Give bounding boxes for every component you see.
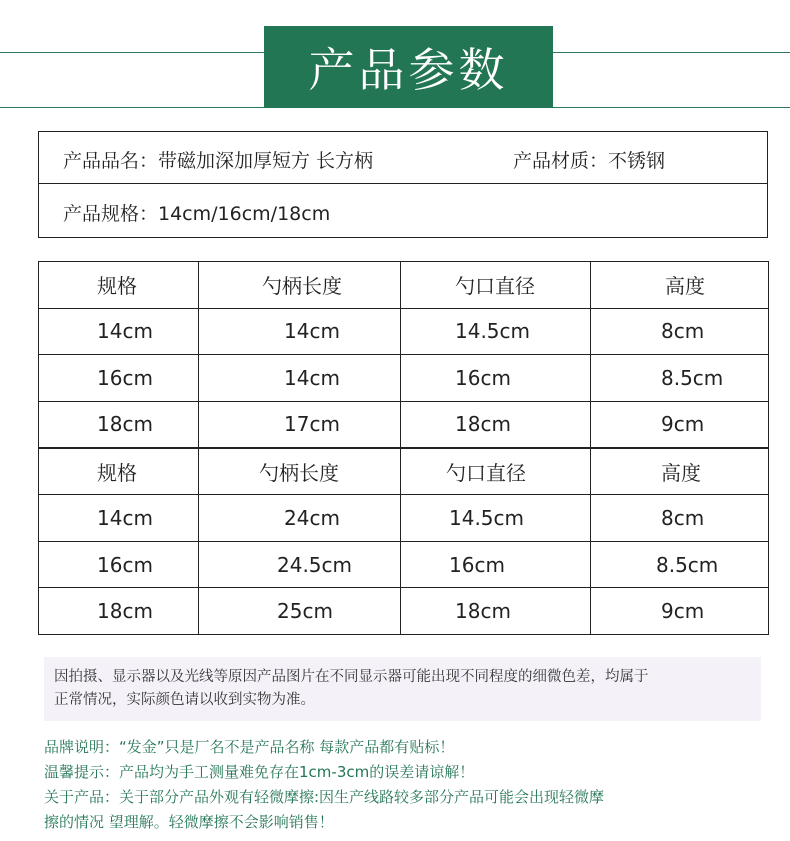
- color-notice: [44, 657, 761, 721]
- table-cell: 14cm: [199, 308, 401, 355]
- product-material: 产品材质：不锈钢: [513, 150, 666, 172]
- table-row: [39, 308, 769, 355]
- header-cell: 勺柄长度: [199, 448, 401, 495]
- table-row: [39, 495, 769, 542]
- page-title: 产品参数: [264, 26, 553, 108]
- table-cell: 25cm: [199, 588, 401, 635]
- table-row: [39, 541, 769, 588]
- table-cell: 14cm: [39, 308, 199, 355]
- header-cell: 勺口直径: [401, 262, 591, 309]
- table-cell: 9cm: [591, 401, 769, 448]
- product-name: 产品品名：带磁加深加厚短方 长方柄: [63, 150, 374, 172]
- table-cell: 14.5cm: [401, 308, 591, 355]
- table-cell: 16cm: [401, 355, 591, 402]
- header-cell: 勺口直径: [401, 448, 591, 495]
- product-info-row: [39, 132, 767, 184]
- table-cell: 16cm: [39, 355, 199, 402]
- table-header-row: [39, 448, 769, 495]
- about-note-line1: 关于产品：关于部分产品外观有轻微摩擦:因生产线路较多部分产品可能会出现轻微摩: [44, 788, 605, 806]
- table-cell: 17cm: [199, 401, 401, 448]
- table-cell: 18cm: [401, 401, 591, 448]
- notice-line: 正常情况，实际颜色请以收到实物为准。: [54, 692, 315, 708]
- table-cell: 16cm: [401, 541, 591, 588]
- table-cell: 14.5cm: [401, 495, 591, 542]
- table-cell: 8cm: [591, 308, 769, 355]
- table-row: [39, 588, 769, 635]
- table-cell: 18cm: [401, 588, 591, 635]
- table-cell: 18cm: [39, 401, 199, 448]
- table-cell: 14cm: [199, 355, 401, 402]
- header-cell: 规格: [39, 448, 199, 495]
- table-cell: 14cm: [39, 495, 199, 542]
- header-cell: 规格: [39, 262, 199, 309]
- table-cell: 18cm: [39, 588, 199, 635]
- about-note-line2: 擦的情况 望理解。轻微摩擦不会影响销售！: [44, 813, 334, 831]
- table-row: [39, 355, 769, 402]
- table-header-row: [39, 262, 769, 309]
- product-spec: 产品规格：14cm/16cm/18cm: [63, 203, 331, 225]
- product-info-box: [38, 131, 768, 238]
- table-row: [39, 401, 769, 448]
- table-cell: 16cm: [39, 541, 199, 588]
- spec-table: [38, 261, 769, 635]
- table-cell: 8.5cm: [591, 541, 769, 588]
- header-cell: 高度: [591, 448, 769, 495]
- table-cell: 24cm: [199, 495, 401, 542]
- notes-section: [44, 735, 764, 835]
- header-cell: 勺柄长度: [199, 262, 401, 309]
- header-cell: 高度: [591, 262, 769, 309]
- tip-note: 温馨提示：产品均为手工测量难免存在1cm-3cm的误差请谅解！: [44, 763, 475, 781]
- table-cell: 9cm: [591, 588, 769, 635]
- notice-line: 因拍摄、显示器以及光线等原因产品图片在不同显示器可能出现不同程度的细微色差，均属于: [54, 669, 649, 685]
- table-cell: 8.5cm: [591, 355, 769, 402]
- brand-note: 品牌说明：“发金”只是厂名不是产品名称 每款产品都有贴标！: [44, 738, 455, 756]
- table-cell: 24.5cm: [199, 541, 401, 588]
- table-cell: 8cm: [591, 495, 769, 542]
